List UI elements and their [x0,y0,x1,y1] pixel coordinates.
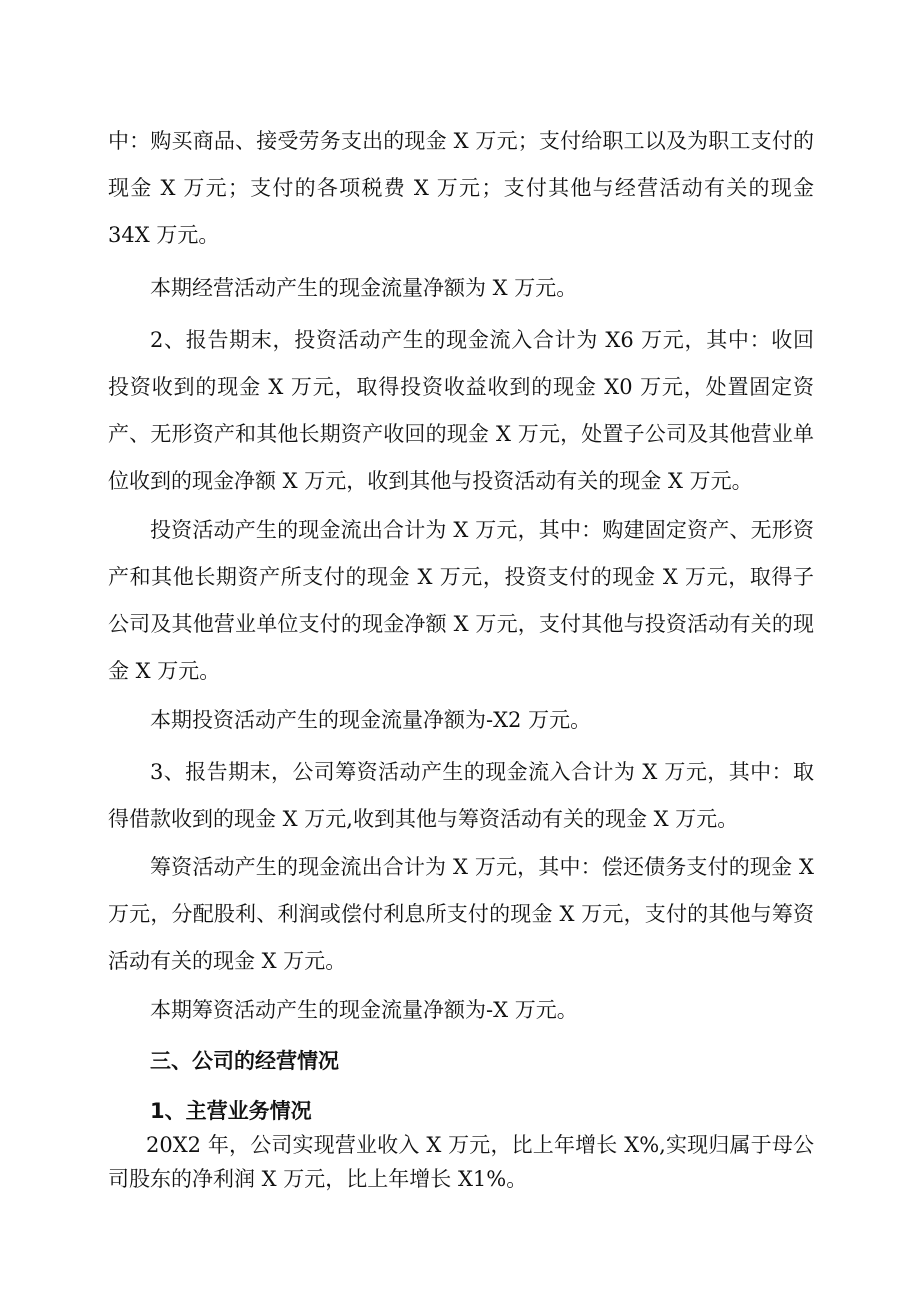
paragraph-operating-outflow: 中：购买商品、接受劳务支出的现金 X 万元；支付给职工以及为职工支付的现金 X 万元；支付的各项税费 X 万元；支付其他与经营活动有关的现金 34X 万元。 [108,129,814,247]
paragraph-main-business: 20X2 年，公司实现营业收入 X 万元，比上年增长 X%,实现归属于母公司股东的净利润 X 万元，比上年增长 X1%。 [108,1133,814,1191]
paragraph-financing-outflow: 筹资活动产生的现金流出合计为 X 万元，其中：偿还债务支付的现金 X 万元，分配股利、利润或偿付利息所支付的现金 X 万元，支付的其他与筹资活动有关的现金 X 万元。 [108,855,814,973]
paragraph-operating-net: 本期经营活动产生的现金流量净额为 X 万元。 [150,276,578,300]
paragraph-investing-outflow: 投资活动产生的现金流出合计为 X 万元，其中：购建固定资产、无形资产和其他长期资产所支付的现金 X 万元，投资支付的现金 X 万元，取得子公司及其他营业单位支付的现金净额 X 万元，支付其他与投资活动有关的现金 X 万元。 [108,518,814,683]
section-heading-operations: 三、公司的经营情况 [150,1049,339,1073]
paragraph-investing-inflow: 2、报告期末，投资活动产生的现金流入合计为 X6 万元，其中：收回投资收到的现金 X 万元，取得投资收益收到的现金 X0 万元，处置固定资产、无形资产和其他长期资产收回的现金 X 万元，处置子公司及其他营业单位收到的现金净额 X 万元，收到其他与投资活动有关的现金 X 万元。 [108,328,814,493]
paragraph-financing-net: 本期筹资活动产生的现金流量净额为-X 万元。 [150,998,578,1022]
paragraph-financing-inflow: 3、报告期末，公司筹资活动产生的现金流入合计为 X 万元，其中：取得借款收到的现金 X 万元,收到其他与筹资活动有关的现金 X 万元。 [108,760,814,831]
paragraph-investing-net: 本期投资活动产生的现金流量净额为-X2 万元。 [150,708,592,732]
subsection-heading-main-business: 1、主营业务情况 [150,1099,312,1123]
